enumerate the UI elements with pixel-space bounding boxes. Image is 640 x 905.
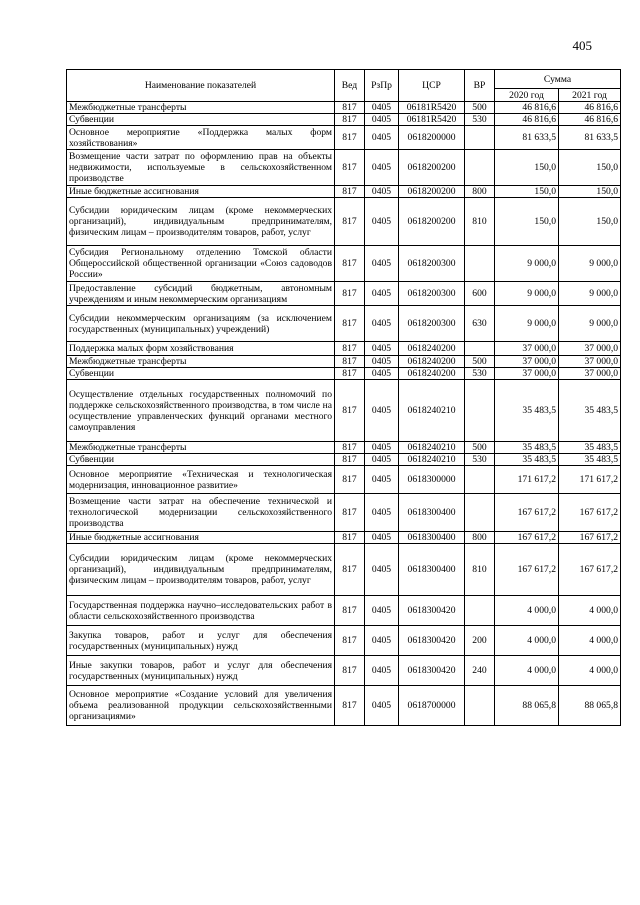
row-csr: 0618240200	[399, 368, 465, 380]
row-vr: 630	[465, 306, 495, 342]
row-ved: 817	[335, 186, 365, 198]
row-vr	[465, 494, 495, 532]
row-2021: 9 000,0	[559, 306, 621, 342]
table-row	[67, 114, 621, 126]
row-vr	[465, 342, 495, 356]
table-row	[67, 150, 621, 186]
budget-table	[66, 69, 621, 726]
row-name: Субсидии некоммерческим организациям (за исключением государственных (муниципальных) учреждений)	[67, 306, 335, 342]
row-2020: 9 000,0	[495, 282, 559, 306]
row-csr: 0618200000	[399, 126, 465, 150]
row-csr: 0618300400	[399, 532, 465, 544]
row-2020: 150,0	[495, 198, 559, 246]
table-row	[67, 596, 621, 626]
table-row	[67, 342, 621, 356]
row-ved: 817	[335, 282, 365, 306]
row-rzpr: 0405	[365, 306, 399, 342]
row-ved: 817	[335, 532, 365, 544]
row-2021: 4 000,0	[559, 656, 621, 686]
row-csr: 0618200300	[399, 282, 465, 306]
table-row	[67, 466, 621, 494]
table-row	[67, 368, 621, 380]
row-csr: 06181R5420	[399, 102, 465, 114]
row-csr: 0618300420	[399, 596, 465, 626]
row-name: Основное мероприятие «Техническая и технологическая модернизация, инновационное развитие»	[67, 466, 335, 494]
row-2020: 37 000,0	[495, 342, 559, 356]
table-row	[67, 282, 621, 306]
row-name: Субвенции	[67, 114, 335, 126]
row-csr: 0618300400	[399, 544, 465, 596]
header-sum: Сумма	[495, 70, 621, 89]
row-csr: 0618240200	[399, 356, 465, 368]
row-rzpr: 0405	[365, 368, 399, 380]
row-vr	[465, 686, 495, 726]
row-2020: 81 633,5	[495, 126, 559, 150]
row-rzpr: 0405	[365, 626, 399, 656]
row-rzpr: 0405	[365, 686, 399, 726]
row-name: Государственная поддержка научно–исследовательских работ в области сельскохозяйственного производства	[67, 596, 335, 626]
row-2021: 37 000,0	[559, 368, 621, 380]
row-vr	[465, 246, 495, 282]
row-ved: 817	[335, 656, 365, 686]
row-name: Предоставление субсидий бюджетным, автономным учреждениям и иным некоммерческим организациям	[67, 282, 335, 306]
row-rzpr: 0405	[365, 454, 399, 466]
row-vr: 530	[465, 114, 495, 126]
row-2021: 88 065,8	[559, 686, 621, 726]
row-csr: 0618700000	[399, 686, 465, 726]
row-ved: 817	[335, 466, 365, 494]
row-ved: 817	[335, 126, 365, 150]
row-2021: 150,0	[559, 150, 621, 186]
row-2021: 4 000,0	[559, 626, 621, 656]
row-2020: 150,0	[495, 150, 559, 186]
row-ved: 817	[335, 442, 365, 454]
row-name: Возмещение части затрат по оформлению прав на объекты недвижимости, используемые в сельскохозяйственном производстве	[67, 150, 335, 186]
row-ved: 817	[335, 342, 365, 356]
row-2021: 167 617,2	[559, 532, 621, 544]
row-2021: 171 617,2	[559, 466, 621, 494]
table-row	[67, 532, 621, 544]
row-ved: 817	[335, 356, 365, 368]
row-rzpr: 0405	[365, 150, 399, 186]
row-name: Основное мероприятие «Создание условий для увеличения объема реализованной продукции сельскохозяйственными организациями»	[67, 686, 335, 726]
row-name: Субсидия Региональному отделению Томской области Общероссийской общественной организации «Союз садоводов России»	[67, 246, 335, 282]
row-csr: 0618200300	[399, 306, 465, 342]
row-rzpr: 0405	[365, 198, 399, 246]
row-rzpr: 0405	[365, 342, 399, 356]
row-csr: 0618200200	[399, 186, 465, 198]
row-2020: 46 816,6	[495, 102, 559, 114]
row-ved: 817	[335, 544, 365, 596]
row-rzpr: 0405	[365, 282, 399, 306]
row-vr	[465, 596, 495, 626]
row-2020: 35 483,5	[495, 380, 559, 442]
row-2021: 9 000,0	[559, 282, 621, 306]
row-2020: 37 000,0	[495, 356, 559, 368]
row-ved: 817	[335, 368, 365, 380]
row-2021: 167 617,2	[559, 544, 621, 596]
row-vr: 800	[465, 532, 495, 544]
row-2020: 35 483,5	[495, 454, 559, 466]
row-vr: 800	[465, 186, 495, 198]
header-2021: 2021 год	[559, 89, 621, 102]
row-ved: 817	[335, 114, 365, 126]
table-row	[67, 686, 621, 726]
table-row	[67, 356, 621, 368]
row-2020: 35 483,5	[495, 442, 559, 454]
row-2021: 35 483,5	[559, 454, 621, 466]
row-name: Субсидии юридическим лицам (кроме некоммерческих организаций), индивидуальным предпринимателям, физическим лицам – производителям товаров, работ, услуг	[67, 544, 335, 596]
row-rzpr: 0405	[365, 442, 399, 454]
row-ved: 817	[335, 246, 365, 282]
table-row	[67, 626, 621, 656]
row-2021: 35 483,5	[559, 380, 621, 442]
row-rzpr: 0405	[365, 656, 399, 686]
row-vr	[465, 380, 495, 442]
row-vr: 240	[465, 656, 495, 686]
row-ved: 817	[335, 626, 365, 656]
row-ved: 817	[335, 102, 365, 114]
row-name: Иные закупки товаров, работ и услуг для обеспечения государственных (муниципальных) нужд	[67, 656, 335, 686]
table-row	[67, 494, 621, 532]
row-2021: 9 000,0	[559, 246, 621, 282]
row-name: Межбюджетные трансферты	[67, 356, 335, 368]
table-row	[67, 656, 621, 686]
row-2020: 4 000,0	[495, 596, 559, 626]
row-rzpr: 0405	[365, 380, 399, 442]
row-csr: 0618240210	[399, 442, 465, 454]
row-2020: 150,0	[495, 186, 559, 198]
row-name: Иные бюджетные ассигнования	[67, 186, 335, 198]
row-2020: 4 000,0	[495, 626, 559, 656]
header-2020: 2020 год	[495, 89, 559, 102]
row-name: Межбюджетные трансферты	[67, 442, 335, 454]
row-2021: 37 000,0	[559, 356, 621, 368]
row-ved: 817	[335, 494, 365, 532]
table-row	[67, 442, 621, 454]
row-ved: 817	[335, 686, 365, 726]
row-rzpr: 0405	[365, 466, 399, 494]
row-2021: 37 000,0	[559, 342, 621, 356]
row-rzpr: 0405	[365, 596, 399, 626]
table-row	[67, 126, 621, 150]
row-vr	[465, 126, 495, 150]
row-csr: 0618200200	[399, 198, 465, 246]
row-2020: 167 617,2	[495, 532, 559, 544]
row-name: Основное мероприятие «Поддержка малых форм хозяйствования»	[67, 126, 335, 150]
row-2021: 150,0	[559, 186, 621, 198]
row-2021: 46 816,6	[559, 102, 621, 114]
row-name: Возмещение части затрат на обеспечение технической и технологической модернизации сельскохозяйственного производства	[67, 494, 335, 532]
header-ved: Вед	[335, 70, 365, 102]
table-row	[67, 544, 621, 596]
row-2021: 4 000,0	[559, 596, 621, 626]
table-row	[67, 306, 621, 342]
row-rzpr: 0405	[365, 114, 399, 126]
row-vr	[465, 466, 495, 494]
row-2020: 88 065,8	[495, 686, 559, 726]
table-row	[67, 380, 621, 442]
row-2020: 167 617,2	[495, 544, 559, 596]
row-vr: 810	[465, 198, 495, 246]
table-row	[67, 454, 621, 466]
row-name: Межбюджетные трансферты	[67, 102, 335, 114]
row-vr: 500	[465, 442, 495, 454]
row-name: Осуществление отдельных государственных полномочий по поддержке сельскохозяйственного производства, в том числе на осуществление управленческих функций органами местного самоуправления	[67, 380, 335, 442]
row-rzpr: 0405	[365, 102, 399, 114]
row-2021: 46 816,6	[559, 114, 621, 126]
row-name: Закупка товаров, работ и услуг для обеспечения государственных (муниципальных) нужд	[67, 626, 335, 656]
row-vr: 500	[465, 356, 495, 368]
row-rzpr: 0405	[365, 356, 399, 368]
row-vr: 530	[465, 368, 495, 380]
row-vr	[465, 150, 495, 186]
row-2021: 150,0	[559, 198, 621, 246]
row-ved: 817	[335, 198, 365, 246]
row-ved: 817	[335, 150, 365, 186]
row-2020: 171 617,2	[495, 466, 559, 494]
row-name: Иные бюджетные ассигнования	[67, 532, 335, 544]
row-2020: 9 000,0	[495, 246, 559, 282]
row-rzpr: 0405	[365, 126, 399, 150]
row-2020: 46 816,6	[495, 114, 559, 126]
row-ved: 817	[335, 306, 365, 342]
row-2020: 9 000,0	[495, 306, 559, 342]
row-name: Субвенции	[67, 368, 335, 380]
row-ved: 817	[335, 596, 365, 626]
row-vr: 500	[465, 102, 495, 114]
row-vr: 200	[465, 626, 495, 656]
row-name: Субсидии юридическим лицам (кроме некоммерческих организаций), индивидуальным предпринимателям, физическим лицам – производителям товаров, работ, услуг	[67, 198, 335, 246]
row-rzpr: 0405	[365, 246, 399, 282]
row-vr: 810	[465, 544, 495, 596]
page-number: 405	[572, 38, 592, 53]
row-2020: 37 000,0	[495, 368, 559, 380]
row-csr: 0618300420	[399, 626, 465, 656]
header-rzpr: РзПр	[365, 70, 399, 102]
row-csr: 0618200300	[399, 246, 465, 282]
row-2020: 167 617,2	[495, 494, 559, 532]
row-csr: 0618300000	[399, 466, 465, 494]
row-rzpr: 0405	[365, 532, 399, 544]
table-row	[67, 198, 621, 246]
row-csr: 0618200200	[399, 150, 465, 186]
row-csr: 0618240210	[399, 454, 465, 466]
table-row	[67, 102, 621, 114]
table-row	[67, 186, 621, 198]
row-rzpr: 0405	[365, 186, 399, 198]
row-vr: 600	[465, 282, 495, 306]
row-rzpr: 0405	[365, 544, 399, 596]
row-name: Поддержка малых форм хозяйствования	[67, 342, 335, 356]
row-csr: 0618240210	[399, 380, 465, 442]
row-ved: 817	[335, 454, 365, 466]
row-ved: 817	[335, 380, 365, 442]
row-name: Субвенции	[67, 454, 335, 466]
row-rzpr: 0405	[365, 494, 399, 532]
row-csr: 0618300420	[399, 656, 465, 686]
table-row	[67, 246, 621, 282]
row-csr: 0618300400	[399, 494, 465, 532]
header-csr: ЦСР	[399, 70, 465, 102]
row-2020: 4 000,0	[495, 656, 559, 686]
header-vr: ВР	[465, 70, 495, 102]
row-vr: 530	[465, 454, 495, 466]
row-csr: 06181R5420	[399, 114, 465, 126]
row-2021: 35 483,5	[559, 442, 621, 454]
row-csr: 0618240200	[399, 342, 465, 356]
table-body	[67, 102, 621, 726]
row-2021: 167 617,2	[559, 494, 621, 532]
header-name: Наименование показателей	[67, 70, 335, 102]
row-2021: 81 633,5	[559, 126, 621, 150]
